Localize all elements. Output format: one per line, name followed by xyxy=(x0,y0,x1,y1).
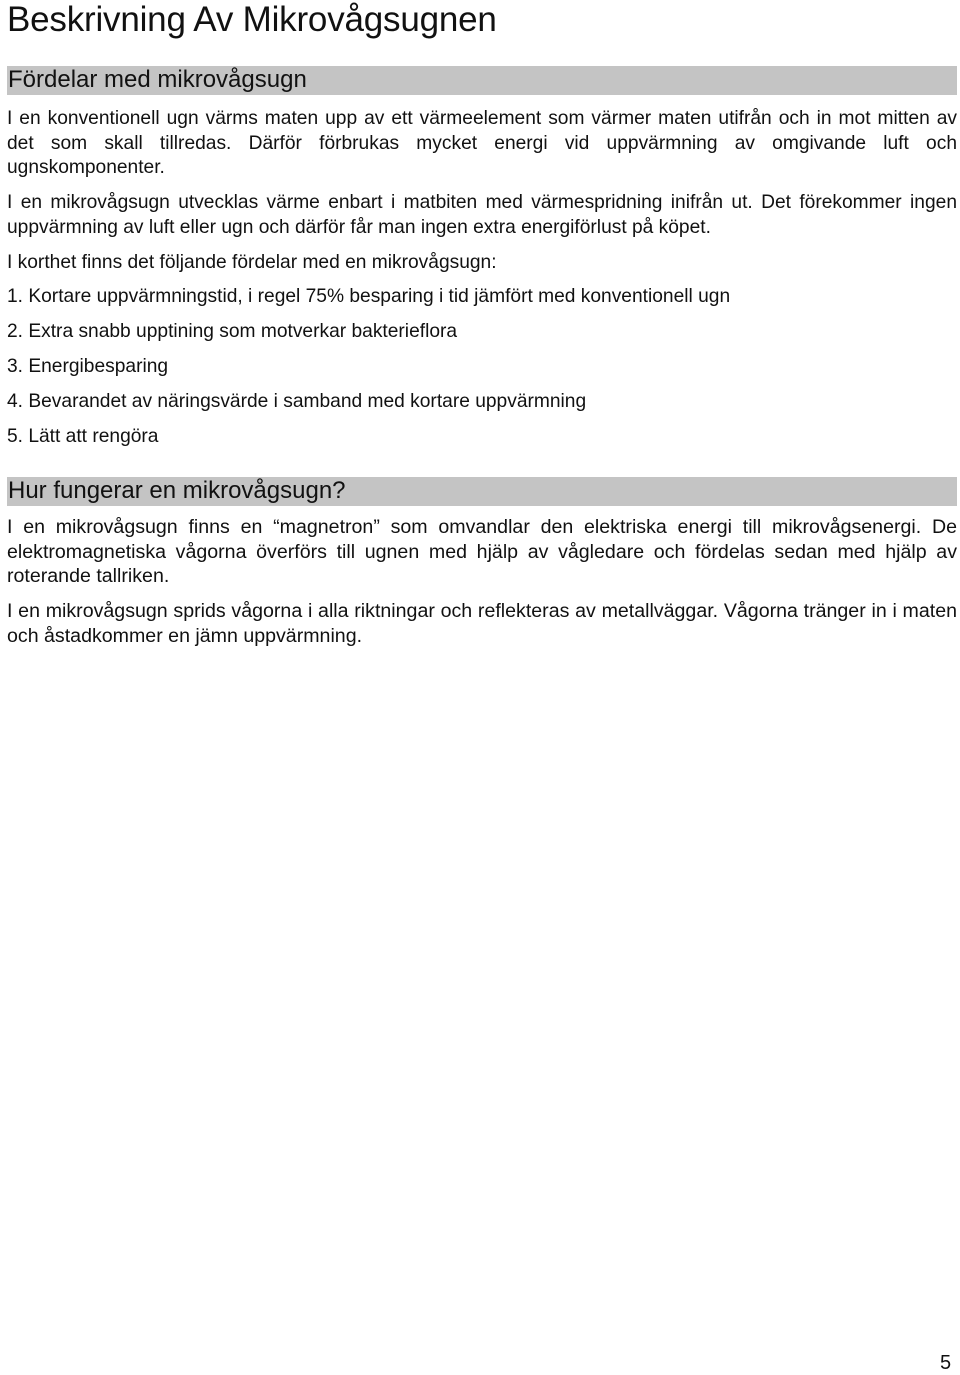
list-item: 3. Energibesparing xyxy=(7,356,169,377)
paragraph-conventional-oven: I en konventionell ugn värms maten upp av ett värmeelement som värmer maten utifrån och in mot mitten av det som skall tillredas. Därför förbrukas mycket energi vid uppvärmning av omgivande luft och ugnskomponenter. xyxy=(7,108,957,178)
list-item: 5. Lätt att rengöra xyxy=(7,426,159,447)
section-heading-how-it-works: Hur fungerar en mikrovågsugn? xyxy=(7,477,957,506)
paragraph-advantages-intro: I korthet finns det följande fördelar med en mikrovågsugn: xyxy=(7,252,497,273)
section-heading-advantages: Fördelar med mikrovågsugn xyxy=(7,66,957,95)
list-item: 1. Kortare uppvärmningstid, i regel 75% besparing i tid jämfört med konventionell ugn xyxy=(7,286,731,307)
page-number: 5 xyxy=(940,1352,952,1374)
document-title: Beskrivning Av Mikrovågsugnen xyxy=(7,0,497,39)
list-item: 4. Bevarandet av näringsvärde i samband med kortare uppvärmning xyxy=(7,391,587,412)
paragraph-microwave-heating: I en mikrovågsugn utvecklas värme enbart i matbiten med värmespridning inifrån ut. Det förekommer ingen uppvärmning av luft eller ugn och därför får man ingen extra energiförlust på köpet. xyxy=(7,192,957,238)
paragraph-magnetron: I en mikrovågsugn finns en “magnetron” som omvandlar den elektriska energi till mikrovågsenergi. De elektromagnetiska vågorna överförs till ugnen med hjälp av vågledare och fördelas sedan med hjälp av roterande tallriken. xyxy=(7,516,957,587)
list-item: 2. Extra snabb upptining som motverkar bakterieflora xyxy=(7,321,458,342)
paragraph-wave-reflection: I en mikrovågsugn sprids vågorna i alla riktningar och reflekteras av metallväggar. Vågorna tränger in i maten och åstadkommer en jämn uppvärmning. xyxy=(7,600,957,647)
advantages-list xyxy=(7,285,957,460)
